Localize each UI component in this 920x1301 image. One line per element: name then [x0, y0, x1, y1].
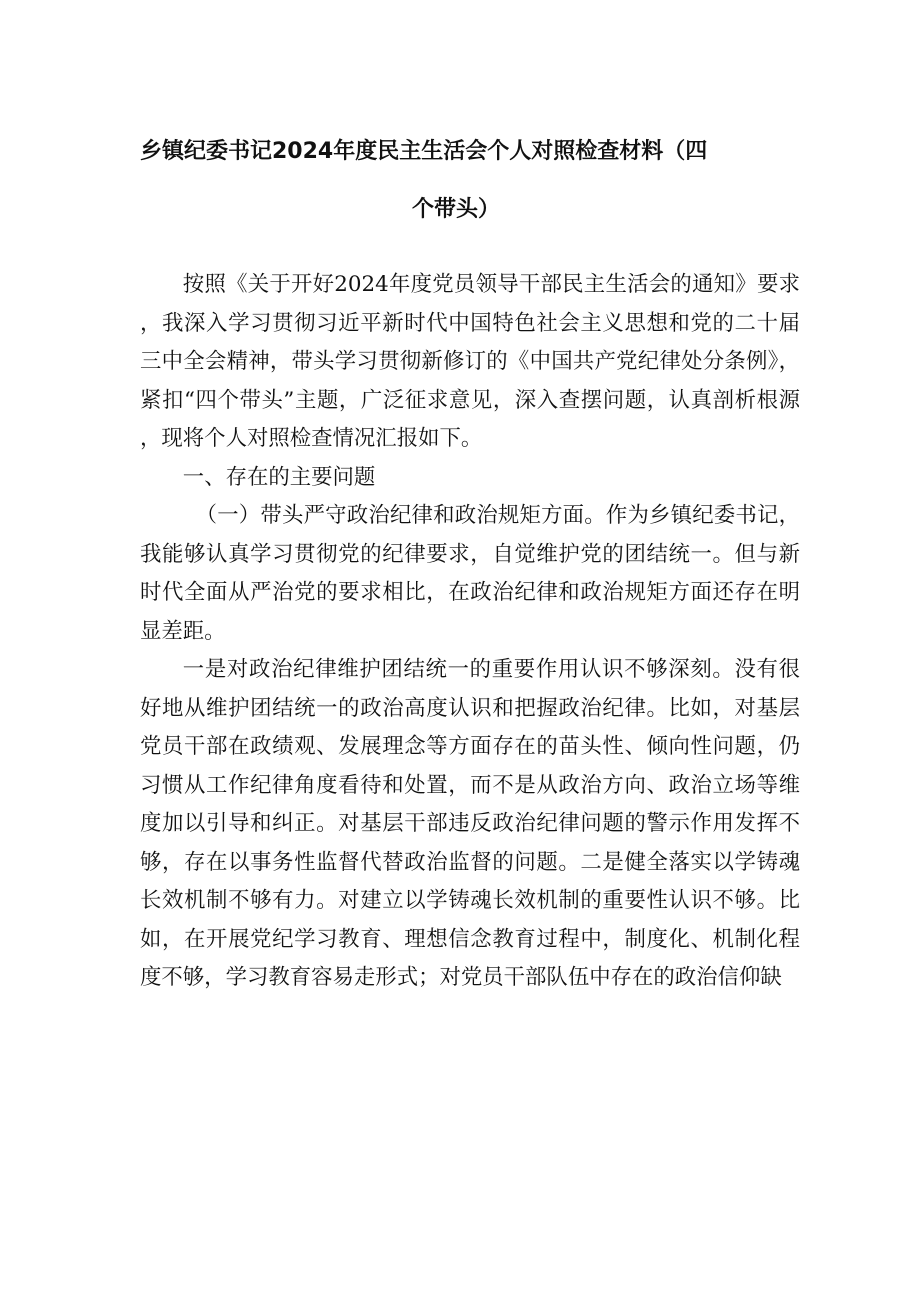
section-1-paragraph: （一）带头严守政治纪律和政治规矩方面。作为乡镇纪委书记，我能够认真学习贯彻党的纪律要求，自觉维护党的团结统一。但与新时代全面从严治党的要求相比，在政治纪律和政治规矩方面还存在明显差距。 [140, 503, 800, 644]
section-heading-main-problems: 一、存在的主要问题 [182, 464, 376, 490]
intro-paragraph: 按照《关于开好2024年度党员领导干部民主生活会的通知》要求，我深入学习贯彻习近平新时代中国特色社会主义思想和党的二十届三中全会精神，带头学习贯彻新修订的《中国共产党纪律处分条例》，紧扣“四个带头”主题，广泛征求意见，深入查摆问题，认真剖析根源，现将个人对照检查情况汇报如下。 [140, 272, 800, 451]
document-title-line-1: 乡镇纪委书记2024年度民主生活会个人对照检查材料（四 [140, 139, 708, 164]
point-1-paragraph: 一是对政治纪律维护团结统一的重要作用认识不够深刻。没有很好地从维护团结统一的政治高度认识和把握政治纪律。比如，对基层党员干部在政绩观、发展理念等方面存在的苗头性、倾向性问题，仍习惯从工作纪律角度看待和处置，而不是从政治方向、政治立场等维度加以引导和纠正。对基层干部违反政治纪律问题的警示作用发挥不够，存在以事务性监督代替政治监督的问题。二是健全落实以学铸魂长效机制不够有力。对建立以学铸魂长效机制的重要性认识不够。比如，在开展党纪学习教育、理想信念教育过程中，制度化、机制化程度不够，学习教育容易走形式；对党员干部队伍中存在的政治信仰缺 [140, 657, 800, 990]
document-body [140, 266, 800, 998]
document-title-line-2: 个带头） [412, 197, 501, 222]
